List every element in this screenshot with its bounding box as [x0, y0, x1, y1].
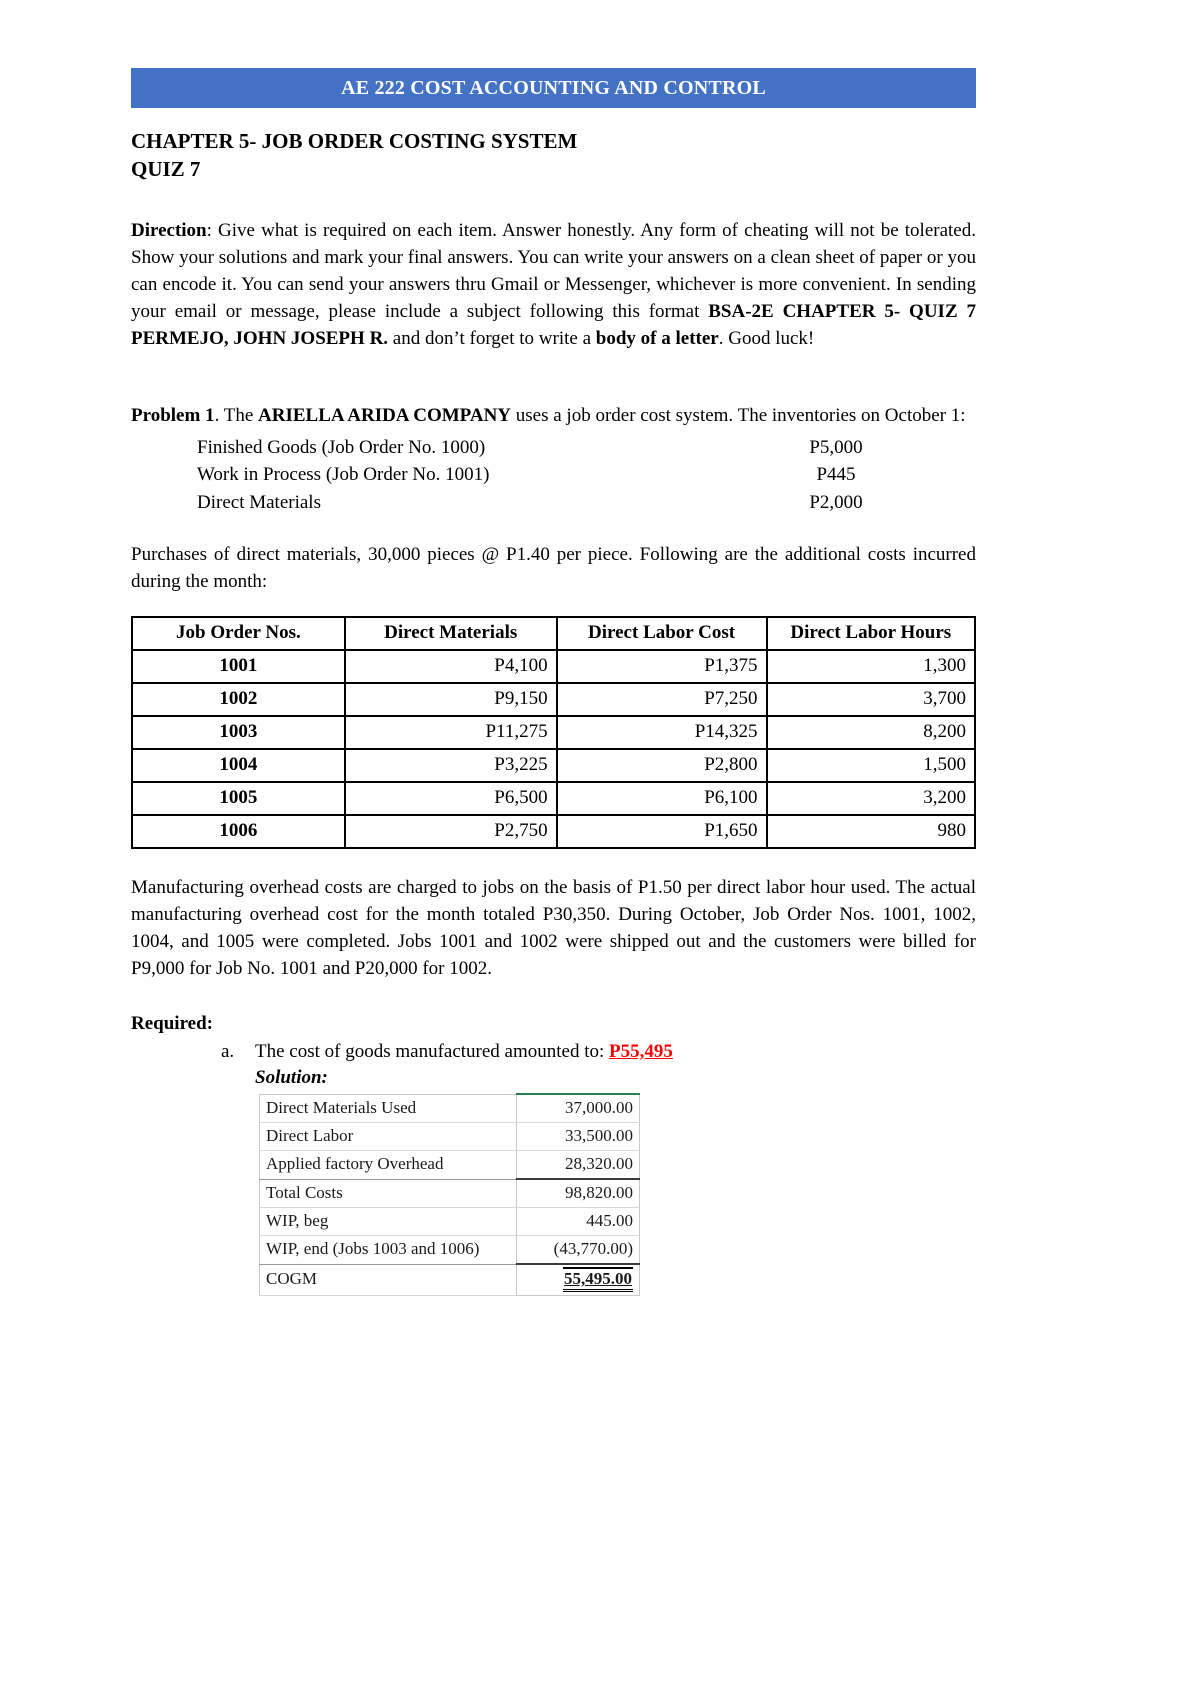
- spacer: [131, 353, 976, 387]
- solution-row-value-total: [517, 1264, 640, 1296]
- column-header-direct-materials: Direct Materials: [345, 617, 557, 650]
- spacer: [131, 516, 976, 542]
- cell-job-no: 1003: [132, 716, 345, 749]
- column-header-job-order-nos: Job Order Nos.: [132, 617, 345, 650]
- direction-subject-format: BSA-2E CHAPTER 5- QUIZ 7 PERMEJO, JOHN JOSEPH R.: [131, 300, 977, 349]
- table-row: [260, 1264, 640, 1296]
- list-item: [197, 434, 911, 462]
- table-header-row: [132, 617, 975, 650]
- column-header-direct-labor-cost: Direct Labor Cost: [557, 617, 767, 650]
- required-item-body: [255, 1041, 976, 1296]
- table-row: [260, 1179, 640, 1208]
- table-row: [260, 1123, 640, 1151]
- required-label: Required:: [131, 1013, 213, 1035]
- cell-direct-labor-cost: P2,800: [557, 749, 767, 782]
- solution-row-value: 28,320.00: [517, 1151, 640, 1180]
- document-content: [131, 0, 976, 1296]
- solution-label: Solution:: [255, 1067, 328, 1089]
- direction-text-part2: and don’t forget to write a: [388, 327, 596, 349]
- solution-row-label: WIP, beg: [260, 1208, 517, 1236]
- quiz-subtitle: QUIZ 7: [131, 156, 201, 181]
- table-row: [132, 782, 975, 815]
- purchases-paragraph: Purchases of direct materials, 30,000 pieces @ P1.40 per piece. Following are the additional costs incurred during the month:: [131, 544, 976, 593]
- cell-direct-materials: P11,275: [345, 716, 557, 749]
- solution-row-label: Total Costs: [260, 1179, 517, 1208]
- cell-direct-labor-hours: 3,200: [767, 782, 975, 815]
- company-name: ARIELLA ARIDA COMPANY: [258, 404, 512, 426]
- spacer: [131, 849, 976, 875]
- cell-direct-labor-hours: 3,700: [767, 683, 975, 716]
- table-row: [260, 1236, 640, 1265]
- inventory-label: Work in Process (Job Order No. 1001): [197, 464, 490, 486]
- solution-row-value: 98,820.00: [517, 1179, 640, 1208]
- cell-direct-labor-cost: P1,375: [557, 650, 767, 683]
- cell-job-no: 1001: [132, 650, 345, 683]
- solution-row-label: Direct Labor: [260, 1123, 517, 1151]
- direction-paragraph: [131, 218, 976, 353]
- cell-direct-materials: P3,225: [345, 749, 557, 782]
- solution-row-label: Direct Materials Used: [260, 1094, 517, 1123]
- problem1-label: Problem 1: [131, 404, 215, 426]
- column-header-direct-labor-hours: Direct Labor Hours: [767, 617, 975, 650]
- spacer: [131, 387, 976, 403]
- cell-job-no: 1002: [132, 683, 345, 716]
- list-item: [197, 489, 911, 517]
- solution-row-label: COGM: [260, 1264, 517, 1296]
- cell-direct-materials: P2,750: [345, 815, 557, 848]
- solution-row-value: (43,770.00): [517, 1236, 640, 1265]
- cell-direct-labor-cost: P6,100: [557, 782, 767, 815]
- problem1-paragraph: [131, 403, 976, 430]
- cell-direct-materials: P4,100: [345, 650, 557, 683]
- solution-row-label: WIP, end (Jobs 1003 and 1006): [260, 1236, 517, 1265]
- cogm-total-value: 55,495.00: [563, 1267, 633, 1292]
- table-row: [260, 1094, 640, 1123]
- cell-direct-labor-cost: P1,650: [557, 815, 767, 848]
- list-item: [197, 461, 911, 489]
- cell-direct-labor-hours: 1,500: [767, 749, 975, 782]
- cell-direct-labor-hours: 8,200: [767, 716, 975, 749]
- overhead-paragraph: Manufacturing overhead costs are charged to jobs on the basis of P1.50 per direct labor hour used. The actual manufacturing overhead cost for the month totaled P30,350. During October, Job Order Nos. 1001, 1002, 1004, and 1005 were completed. Jobs 1001 and 1002 were shipped out and the customers were billed for P9,000 for Job No. 1001 and P20,000 for 1002.: [131, 877, 976, 980]
- solution-row-value: 445.00: [517, 1208, 640, 1236]
- table-row: [132, 683, 975, 716]
- inventory-amount: P5,000: [809, 436, 863, 458]
- cell-direct-labor-cost: P7,250: [557, 683, 767, 716]
- direction-text-part3: . Good luck!: [718, 327, 815, 349]
- table-row: [132, 749, 975, 782]
- inventory-label: Direct Materials: [197, 491, 321, 513]
- required-item-a: [221, 1041, 976, 1296]
- table-row: [132, 815, 975, 848]
- problem1-intro-b: uses a job order cost system. The inventories on October 1:: [511, 404, 966, 426]
- job-order-table: [131, 616, 976, 849]
- cell-direct-materials: P9,150: [345, 683, 557, 716]
- page-title: CHAPTER 5- JOB ORDER COSTING SYSTEM: [131, 129, 578, 153]
- direction-label: Direction: [131, 219, 207, 241]
- inventory-label: Finished Goods (Job Order No. 1000): [197, 436, 486, 458]
- inventory-amount: P2,000: [809, 491, 863, 513]
- solution-row-label: Applied factory Overhead: [260, 1151, 517, 1180]
- direction-text-part1: : Give what is required on each item. Answer honestly. Any form of cheating will not be tolerated. Show your solutions and mark your final answers. You can write your answers on a clean sheet of paper or you can encode it. You can send your answers thru Gmail or Messenger, whichever is more convenient. In sending your email or message, please include a subject following this format: [131, 219, 976, 322]
- banner-title: AE 222 COST ACCOUNTING AND CONTROL: [341, 76, 766, 99]
- solution-row-value: 37,000.00: [517, 1094, 640, 1123]
- cell-job-no: 1006: [132, 815, 345, 848]
- cell-direct-materials: P6,500: [345, 782, 557, 815]
- table-row: [260, 1151, 640, 1180]
- solution-row-value: 33,500.00: [517, 1123, 640, 1151]
- solution-table: [259, 1093, 640, 1296]
- direction-body-of-letter: body of a letter: [595, 327, 719, 349]
- cell-job-no: 1004: [132, 749, 345, 782]
- inventory-list: [197, 434, 911, 517]
- table-row: [260, 1208, 640, 1236]
- course-banner: [131, 68, 976, 108]
- problem1-intro-a: . The: [214, 404, 259, 426]
- cell-direct-labor-hours: 1,300: [767, 650, 975, 683]
- cell-direct-labor-hours: 980: [767, 815, 975, 848]
- inventory-amount: P445: [816, 464, 856, 486]
- table-row: [132, 650, 975, 683]
- cell-job-no: 1005: [132, 782, 345, 815]
- spacer: [131, 184, 976, 218]
- required-item-text: The cost of goods manufactured amounted to:: [255, 1041, 610, 1063]
- cell-direct-labor-cost: P14,325: [557, 716, 767, 749]
- table-row: [132, 716, 975, 749]
- answer-highlight: P55,495: [609, 1041, 673, 1063]
- required-item-marker: a.: [221, 1041, 235, 1063]
